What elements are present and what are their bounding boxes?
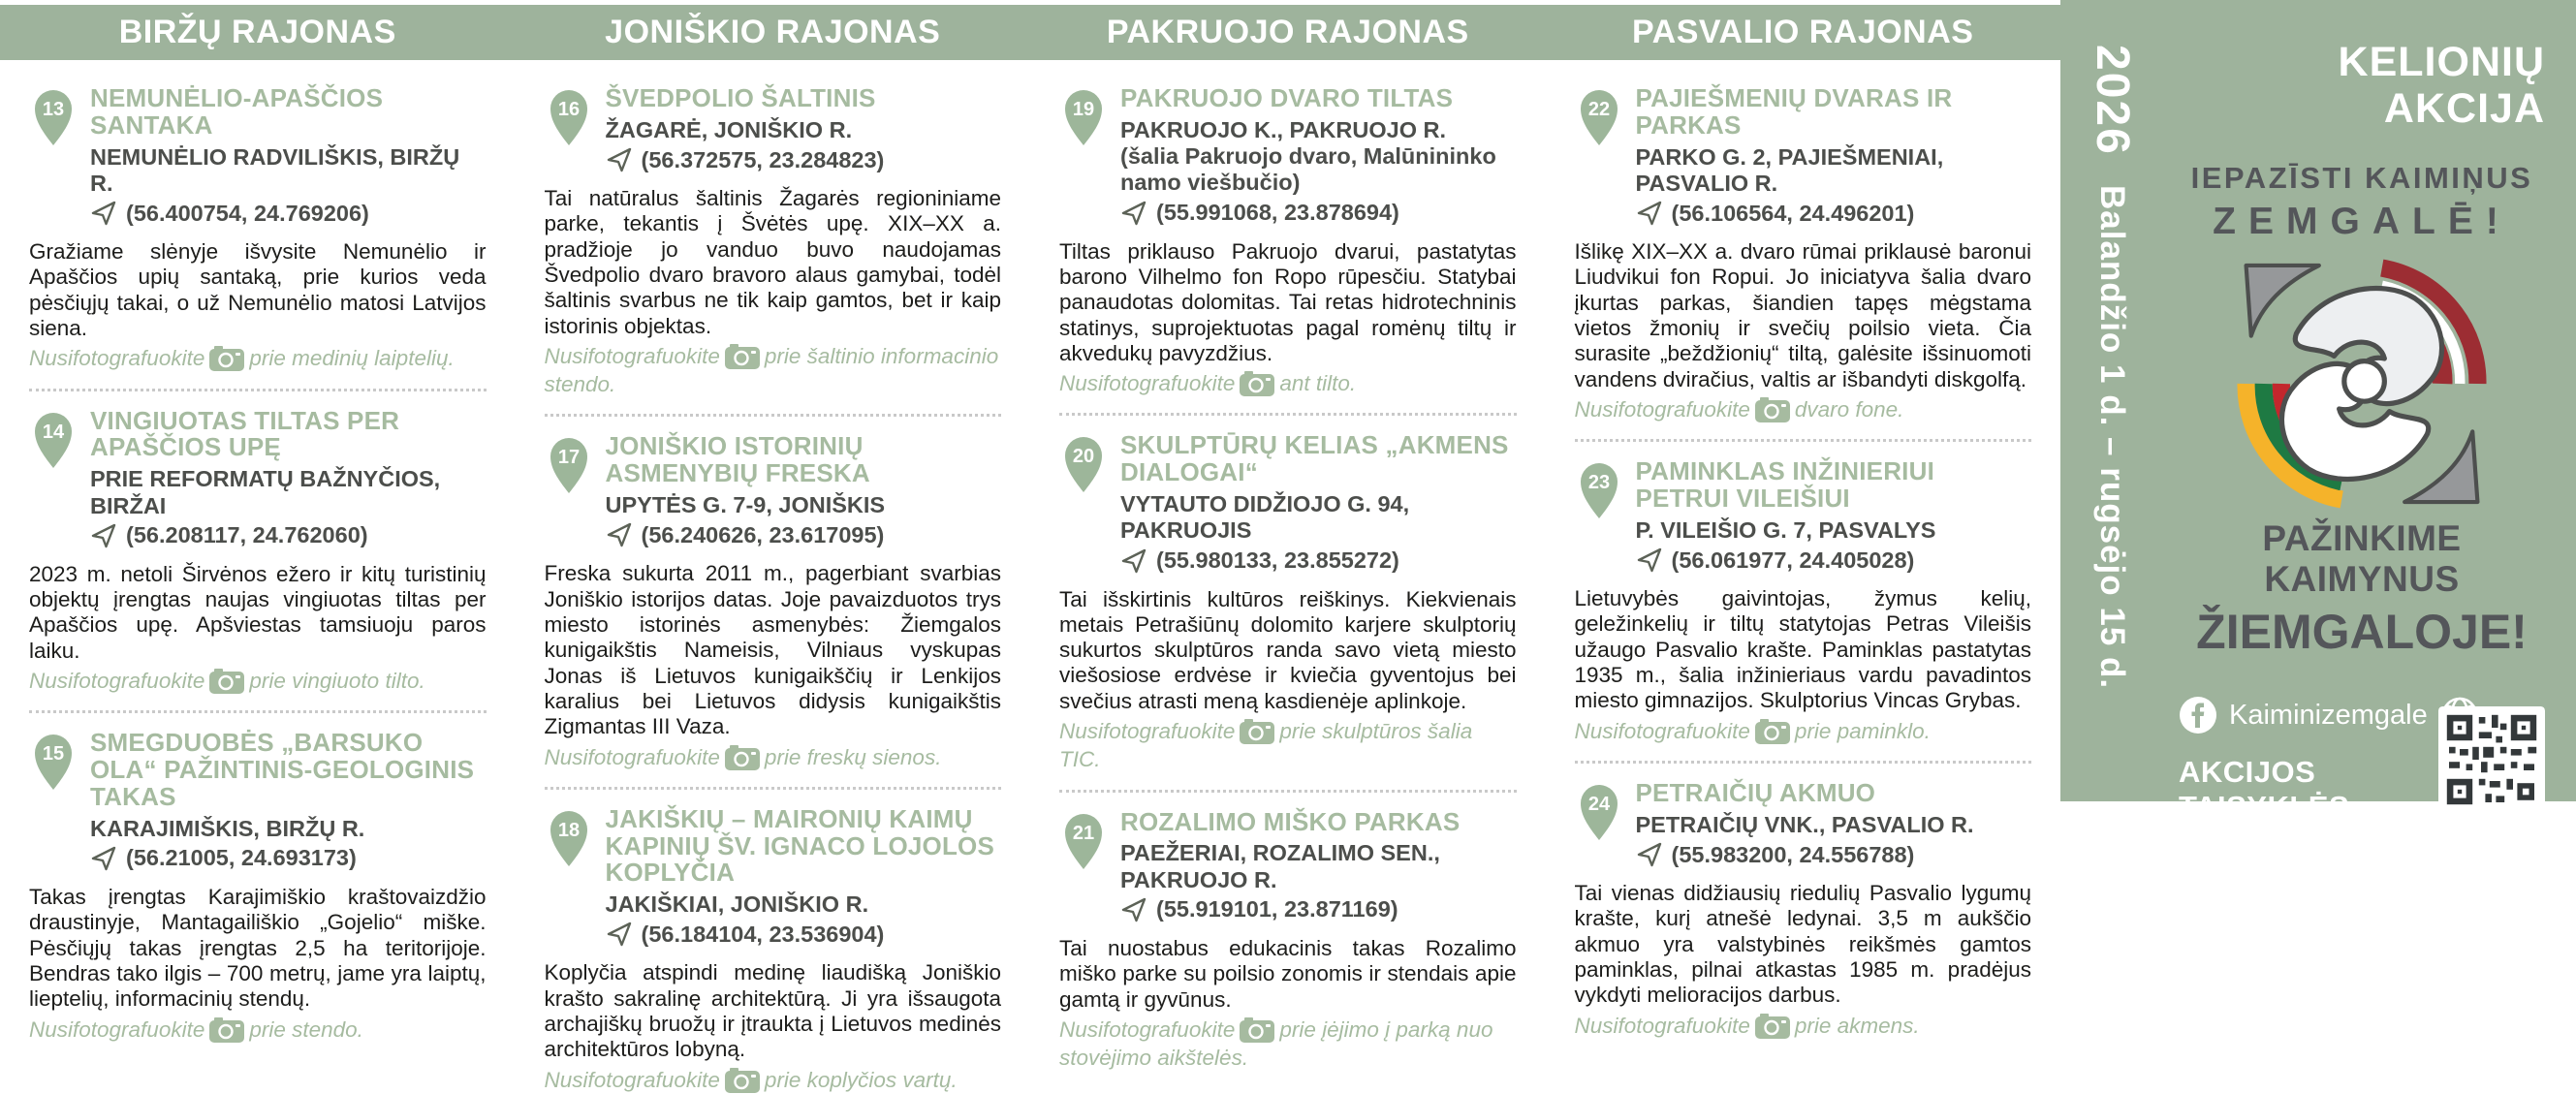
navigation-arrow-icon <box>1120 896 1147 923</box>
facebook-handle[interactable]: Kaiminizemgale <box>2229 699 2428 731</box>
poi-title: JAKIŠKIŲ – MAIRONIŲ KAIMŲ KAPINIŲ ŠV. IGNACO LOJOLOS KOPLYČIA <box>605 803 995 888</box>
poi-coordinates: (55.991068, 23.878694) <box>1156 200 1399 226</box>
photo-tip <box>545 1066 1002 1094</box>
tip-label: Nusifotografuokite <box>29 346 205 371</box>
facebook-icon[interactable] <box>2179 696 2217 735</box>
poi-coordinates: (56.372575, 23.284823) <box>641 146 885 172</box>
column-birzai <box>0 85 516 1094</box>
poi-title: NEMUNĖLIO-APAŠČIOS SANTAKA <box>90 83 384 140</box>
subtitle-lithuanian-line1: PAŽINKIME KAIMYNUS <box>2262 518 2462 600</box>
poi-coordinates: (56.061977, 24.405028) <box>1671 547 1915 573</box>
poi-coordinates: (55.980133, 23.855272) <box>1156 547 1399 573</box>
poi-title: JONIŠKIO ISTORINIŲ ASMENYBIŲ FRESKA <box>605 431 870 488</box>
poi-card <box>1059 432 1517 773</box>
poi-description: Išlikę XIX–XX a. dvaro rūmai priklausė baronui Liudvikui fon Ropui. Jo iniciatyva šalia dvaro įkurtas parkas, šiandien tapęs mėgstama vietos žmonių ir svečių poilsio vieta. Čia surasite „beždžionių“ tiltą, galėsite išsinuomoti vandens dviračius, valtis ar išbandyti diskgolfą. <box>1574 239 2031 391</box>
panel-footer <box>2179 695 2545 825</box>
photo-tip <box>1575 717 2032 745</box>
navigation-arrow-icon <box>606 146 633 173</box>
tip-text: prie skulptūros šalia TIC. <box>1059 719 1473 772</box>
region-header-pakruojis: PAKRUOJO RAJONAS <box>1106 14 1469 50</box>
tip-label: Nusifotografuokite <box>1574 718 1750 743</box>
poi-number: 22 <box>1587 99 1610 120</box>
campaign-title-line1: KELIONIŲ <box>2338 39 2545 85</box>
map-pin-icon <box>545 435 593 495</box>
region-header-joniskis: JONIŠKIO RAJONAS <box>605 14 941 50</box>
tip-label: Nusifotografuokite <box>1059 719 1236 744</box>
item-separator <box>1059 790 1517 793</box>
photo-tip <box>1059 717 1517 774</box>
poi-coordinates: (56.106564, 24.496201) <box>1671 200 1915 226</box>
region-header-pasvalys: PASVALIO RAJONAS <box>1632 14 1974 50</box>
subtitle-latvian-line1: IEPAZĪSTI KAIMIŅUS <box>2190 161 2533 196</box>
photo-tip <box>29 344 487 372</box>
side-panel <box>2060 0 2576 825</box>
poi-coordinates: (55.919101, 23.871169) <box>1156 896 1398 922</box>
poi-number: 19 <box>1072 99 1095 120</box>
map-pin-icon <box>545 87 593 147</box>
poi-location: NEMUNĖLIO RADVILIŠKIS, BIRŽŲ R. <box>90 143 460 196</box>
poi-title: PAJIEŠMENIŲ DVARAS IR PARKAS <box>1635 83 1953 140</box>
poi-coordinates: (55.983200, 24.556788) <box>1671 841 1915 867</box>
poi-number: 24 <box>1587 793 1610 815</box>
subtitle-lithuanian <box>2179 518 2545 660</box>
poi-title: PAKRUOJO DVARO TILTAS <box>1120 83 1454 112</box>
navigation-arrow-icon <box>1636 547 1663 574</box>
poi-location: PARKO G. 2, PAJIEŠMENIAI, PASVALIO R. <box>1635 143 1944 196</box>
tip-label: Nusifotografuokite <box>1059 371 1236 396</box>
poi-description: Koplyčia atspindi medinę liaudišką Joniškio krašto sakralinę architektūrą. Ji yra išsaugota archajiškų bruožų ir įtraukta į Lietuvos medinės architektūros lobyną. <box>544 960 1001 1062</box>
poi-card <box>29 405 487 696</box>
subtitle-latvian <box>2191 161 2533 243</box>
poi-coordinates: (56.184104, 23.536904) <box>641 921 885 947</box>
tip-text: ant tilto. <box>1279 371 1357 396</box>
poi-coordinates: (56.240626, 23.617095) <box>641 521 885 547</box>
poi-number: 18 <box>557 819 580 841</box>
navigation-arrow-icon <box>1120 200 1147 227</box>
poi-location: JAKIŠKIAI, JONIŠKIO R. <box>605 891 869 918</box>
item-separator <box>29 710 487 713</box>
poi-card <box>545 433 1002 770</box>
photo-tip <box>1059 369 1517 397</box>
tip-label: Nusifotografuokite <box>1059 1016 1236 1042</box>
photo-tip <box>545 342 1002 399</box>
photo-tip <box>545 743 1002 771</box>
item-separator <box>1575 761 2032 764</box>
tip-text: prie medinių laiptelių. <box>249 346 455 371</box>
poi-card <box>29 85 487 373</box>
poi-number: 16 <box>557 99 580 120</box>
map-pin-icon <box>1059 87 1108 147</box>
item-separator <box>29 389 487 391</box>
column-pasvalys <box>1546 85 2061 1094</box>
region-header-birzai: BIRŽŲ RAJONAS <box>118 14 396 50</box>
camera-icon <box>725 1067 760 1093</box>
tip-label: Nusifotografuokite <box>544 1067 720 1092</box>
tip-text: prie stendo. <box>249 1016 363 1042</box>
map-pin-icon <box>545 808 593 868</box>
navigation-arrow-icon <box>1120 547 1147 575</box>
camera-icon <box>209 1016 244 1043</box>
poi-description: Freska sukurta 2011 m., pagerbiant svarbias Joniškio istorijos datas. Joje pavaizduotos trys miesto istorinės asmenybės: Žiemgalos kunigaikštis Nameisis, Vilniaus vyskupas Jonas iš Lietuvos kunigaikščių ir Lenkijos karalius bei Lietuvos didysis kunigaikštis Zigmantas III Vaza. <box>544 561 1001 739</box>
navigation-arrow-icon <box>1636 841 1663 868</box>
zemgale-campaign-logo <box>2221 253 2502 515</box>
poi-title: ROZALIMO MIŠKO PARKAS <box>1120 806 1461 836</box>
poi-location: P. VILEIŠIO G. 7, PASVALYS <box>1635 516 1936 543</box>
tip-text: prie akmens. <box>1794 1013 1920 1038</box>
camera-icon <box>1755 396 1790 422</box>
poi-card <box>1574 777 2032 1040</box>
navigation-arrow-icon <box>90 200 117 227</box>
tip-text: dvaro fone. <box>1794 397 1904 422</box>
camera-icon <box>1755 718 1790 744</box>
map-pin-icon <box>29 87 78 147</box>
subtitle-lithuanian-line2: ŽIEMGALOJE! <box>2196 605 2528 660</box>
poi-coordinates: (56.21005, 24.693173) <box>126 845 357 871</box>
poi-description: Tai nuostabus edukacinis takas Rozalimo miško parke su poilsio zonomis ir stendais apie gamtą ir gyvūnus. <box>1059 935 1517 1012</box>
photo-tip <box>29 1016 487 1044</box>
poi-description: Tai vienas didžiausių riedulių Pasvalio lygumų krašte, kurį atnešė ledynai. 3,5 m aukščio akmuo yra valstybinės reikšmės gamtos paminklas, pilnai atkastas 1985 m. pradėjus vykdyti melioracijos darbus. <box>1574 881 2031 1008</box>
item-separator <box>1575 439 2032 442</box>
poi-location: UPYTĖS G. 7-9, JONIŠKIS <box>605 492 886 518</box>
poi-number: 23 <box>1587 472 1610 494</box>
campaign-panel <box>2179 0 2545 825</box>
camera-icon <box>1240 718 1274 744</box>
poi-number: 21 <box>1072 822 1095 844</box>
navigation-arrow-icon <box>606 521 633 548</box>
tip-text: prie freskų sienos. <box>764 744 942 769</box>
tip-text: prie įėjimo į parką nuo stovėjimo aikštelės. <box>1059 1016 1493 1071</box>
poi-number: 13 <box>42 99 65 120</box>
poi-card <box>1575 85 2032 423</box>
poi-location: ŽAGARĖ, JONIŠKIO R. <box>605 116 853 142</box>
poi-card <box>545 85 1002 398</box>
navigation-arrow-icon <box>90 845 117 872</box>
poi-location: PETRAIČIŲ VNK., PASVALIO R. <box>1635 811 1974 837</box>
campaign-year: 2026 <box>2087 45 2138 156</box>
poi-card <box>1059 806 1517 1073</box>
poi-description: Takas įrengtas Karajimiškio kraštovaizdžio draustinyje, Mantagailiškio „Gojelio“ miške. Pėsčiųjų takas įrengtas 2,5 ha teritorijoje. Bendras tako ilgis – 700 metrų, jame yra laiptų, lieptelių, informacinių stendų. <box>29 884 487 1012</box>
map-pin-icon <box>1575 460 1623 520</box>
item-separator <box>1059 413 1517 416</box>
map-pin-icon <box>1575 782 1623 842</box>
tip-text: prie koplyčios vartų. <box>764 1067 958 1092</box>
campaign-dates: Balandžio 1 d. – rugsėjo 15 d. <box>2093 185 2131 690</box>
camera-icon <box>209 345 244 371</box>
camera-icon <box>1755 1013 1790 1039</box>
poi-coordinates: (56.400754, 24.769206) <box>126 200 369 226</box>
tip-label: Nusifotografuokite <box>29 669 205 693</box>
navigation-arrow-icon <box>606 921 633 948</box>
poi-title: SKULPTŪRŲ KELIAS „AKMENS DIALOGAI“ <box>1120 430 1509 487</box>
navigation-arrow-icon <box>1636 200 1663 227</box>
photo-tip <box>29 667 487 695</box>
poi-description: Lietuvybės gaivintojas, žymus kelių, geležinkelių ir tiltų statytojas Petras Vileišis užaugo Pasvalio krašte. Paminklas pastatytas 1935 m., šalia inžinieriaus vardu pavadintos miesto gimnazijos. Skulptorius Vincas Grybas. <box>1574 586 2031 713</box>
poi-card <box>29 730 487 1044</box>
poi-number: 20 <box>1072 446 1095 468</box>
poi-location: PAEŽERIAI, ROZALIMO SEN., PAKRUOJO R. <box>1120 840 1440 892</box>
tip-text: prie šaltinio informacinio stendo. <box>544 343 999 397</box>
poi-description: Tiltas priklauso Pakruojo dvarui, pastatytas barono Vilhelmo fon Ropo rūpesčiu. Statybai panaudotas dolomitas. Tai retas hidrotechninis statinys, suprojektuotas pagal romėnų tiltų ir akvedukų pavyzdžius. <box>1059 238 1517 365</box>
campaign-title <box>2339 39 2545 132</box>
tip-label: Nusifotografuokite <box>1574 397 1750 422</box>
poi-location: PRIE REFORMATŲ BAŽNYČIOS, BIRŽAI <box>90 466 441 518</box>
poi-card <box>1059 85 1517 397</box>
tip-label: Nusifotografuokite <box>1574 1013 1750 1038</box>
photo-tip <box>1575 1012 2032 1040</box>
camera-icon <box>1240 1016 1274 1043</box>
poi-card <box>1575 458 2032 745</box>
map-pin-icon <box>1059 811 1108 871</box>
poi-coordinates: (56.208117, 24.762060) <box>126 522 368 548</box>
photo-tip <box>1575 395 2032 423</box>
camera-icon <box>1240 370 1274 396</box>
poi-description: Gražiame slėnyje išvysite Nemunėlio ir Apaščios upių santaką, prie kurios veda pėsčiųjų takai, o už Nemunėlio matosi Latvijos siena. <box>29 239 487 341</box>
social-row <box>2179 695 2428 735</box>
camera-icon <box>209 668 244 694</box>
camera-icon <box>725 343 760 369</box>
poi-title: VINGIUOTAS TILTAS PER APAŠČIOS UPĘ <box>90 405 400 462</box>
qr-code[interactable] <box>2438 706 2545 813</box>
tip-label: Nusifotografuokite <box>544 744 720 769</box>
poi-title: PAMINKLAS INŽINIERIUI PETRUI VILEIŠIUI <box>1635 456 1934 514</box>
poi-location-note: (šalia Pakruojo dvaro, Malūnininko namo viešbučio) <box>1120 143 1496 196</box>
map-pin-icon <box>29 732 78 792</box>
camera-icon <box>725 744 760 770</box>
poi-title: ŠVEDPOLIO ŠALTINIS <box>605 83 876 112</box>
tip-text: prie paminklo. <box>1794 718 1931 743</box>
map-pin-icon <box>29 410 78 470</box>
date-strip <box>2086 45 2139 781</box>
tip-label: Nusifotografuokite <box>29 1016 205 1042</box>
subtitle-latvian-line2: ZEMGALĒ! <box>2213 201 2511 243</box>
map-pin-icon <box>1575 87 1623 147</box>
photo-tip <box>1059 1016 1517 1073</box>
rules-label: AKCIJOS TAISYKLĖS <box>2179 755 2350 825</box>
poi-title: PETRAIČIŲ AKMUO <box>1635 777 1876 807</box>
poi-title: SMEGDUOBĖS „BARSUKO OLA“ PAŽINTINIS-GEOLOGINIS TAKAS <box>90 728 475 811</box>
poi-location: PAKRUOJO K., PAKRUOJO R. <box>1120 116 1446 142</box>
region-header-bar <box>0 5 2060 60</box>
poi-number: 17 <box>557 447 580 469</box>
poi-description: Tai išskirtinis kultūros reiškinys. Kiekvienais metais Petrašiūnų dolomito karjere skulptorių sukurtos skulptūros randa savo vietą miesto viešosiose erdvėse ir kviečia gyventojus bei svečius atrasti meną kasdienėje aplinkoje. <box>1059 586 1517 713</box>
tip-text: prie vingiuoto tilto. <box>249 669 425 693</box>
tip-label: Nusifotografuokite <box>544 343 720 368</box>
poi-description: Tai natūralus šaltinis Žagarės regioniniame parke, tekantis į Švėtės upę. XIX–XX a. pradžioje jo vanduo buvo naudojamas Švedpolio dvaro bravoro alaus gamybai, todėl šaltinis svarbus ne tik kaip gamtos, bet ir kaip istorinis objektas. <box>544 186 1001 338</box>
column-joniskis <box>516 85 1031 1094</box>
columns-grid <box>0 60 2060 1092</box>
column-pakruojis <box>1030 85 1546 1094</box>
poi-number: 14 <box>42 421 65 443</box>
map-pin-icon <box>1059 434 1108 494</box>
campaign-title-line2: AKCIJA <box>2383 85 2545 133</box>
poi-description: 2023 m. netoli Širvėnos ežero ir kitų turistinių objektų įrengtas naujas vingiuotas tiltas per Apaščios upę. Apšviestas tamsiuoju paros laiku. <box>29 561 487 663</box>
navigation-arrow-icon <box>90 522 117 549</box>
poi-number: 15 <box>42 743 65 766</box>
item-separator <box>545 787 1002 790</box>
item-separator <box>545 414 1002 417</box>
poi-location: KARAJIMIŠKIS, BIRŽŲ R. <box>90 815 365 841</box>
poi-card <box>544 803 1002 1094</box>
poi-location: VYTAUTO DIDŽIOJO G. 94, PAKRUOJIS <box>1120 491 1410 544</box>
